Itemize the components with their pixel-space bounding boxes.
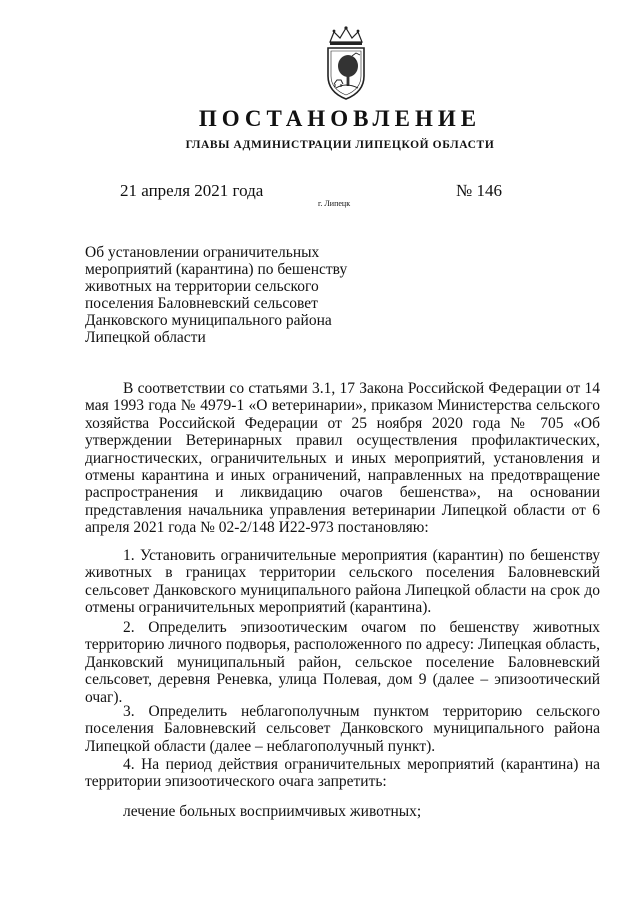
subject-line: мероприятий (карантина) по бешенству: [85, 261, 348, 278]
text-line: мая 1993 года № 4979-1 «О ветеринарии», приказом Министерства сельского: [85, 397, 600, 415]
text-line: территорию личного подворья, расположенного по адресу: Липецкая область,: [85, 636, 600, 654]
document-subject: [85, 244, 347, 346]
text-line: хозяйства Российской Федерации от 25 ноября 2020 года № 705 «Об: [85, 414, 600, 432]
text-line: отмены ограничительных мероприятий (карантина).: [85, 599, 432, 617]
text-line: 2. Определить эпизоотическим очагом по бешенству животных: [123, 619, 600, 636]
document-city: г. Липецк: [318, 199, 351, 208]
subject-line: Данковского муниципального района: [85, 312, 332, 329]
text-line: 3. Определить неблагополучным пунктом территорию сельского: [123, 703, 600, 720]
paragraph-preamble: [85, 380, 600, 537]
paragraph-item-3: [85, 703, 600, 755]
text-line: 1. Установить ограничительные мероприятия (карантин) по бешенству: [123, 547, 600, 564]
text-line: апреля 2021 года № 02-2/148 И22-973 постановляю:: [85, 519, 429, 537]
text-line: сельсовет, деревня Реневка, улица Полевая, дом 9 (далее – эпизоотический: [85, 671, 600, 689]
text-line: отмены карантина и иных ограничений, направленных на предотвращение: [85, 467, 600, 485]
text-line: Данковский муниципальный район, сельское поселение Баловневский: [85, 653, 600, 671]
document-number: № 146: [456, 181, 502, 200]
paragraph-item-2: [85, 619, 600, 706]
text-line: животных в границах территории сельского поселения Баловневский: [85, 564, 600, 582]
subject-line: Липецкой области: [85, 329, 206, 346]
subject-line: Об установлении ограничительных: [85, 244, 320, 261]
text-line: лечение больных восприимчивых животных;: [123, 803, 422, 820]
text-line: диагностических, ограничительных и иных мероприятий, установления и: [85, 449, 600, 467]
text-line: утверждении Ветеринарных правил осуществления профилактических,: [85, 432, 600, 450]
text-line: В соответствии со статьями 3.1, 17 Закона Российской Федерации от 14: [123, 380, 600, 397]
coat-of-arms-icon: [318, 26, 374, 102]
text-line: Липецкой области (далее – неблагополучный пункт).: [85, 737, 436, 755]
paragraph-item-4: [85, 756, 600, 791]
text-line: очаг).: [85, 688, 123, 706]
document-title: ПОСТАНОВЛЕНИЕ: [198, 106, 482, 131]
subject-line: животных на территории сельского: [85, 278, 319, 295]
paragraph-item-4-subitem: [85, 803, 600, 820]
text-line: представления начальника управления ветеринарии Липецкой области от 6: [85, 501, 600, 519]
text-line: территории эпизоотического очага запретить:: [85, 773, 387, 791]
paragraph-item-1: [85, 547, 600, 617]
text-line: распространения и ликвидацию очагов бешенства», на основании: [85, 484, 600, 502]
subject-line: поселения Баловневский сельсовет: [85, 295, 318, 312]
text-line: поселения Баловневский сельсовет Данковского муниципального района: [85, 720, 600, 738]
document-date: 21 апреля 2021 года: [120, 181, 264, 200]
text-line: сельсовет Данковского муниципального района Липецкой области на срок до: [85, 581, 600, 599]
text-line: 4. На период действия ограничительных мероприятий (карантина) на: [123, 756, 600, 773]
document-subtitle: ГЛАВЫ АДМИНИСТРАЦИИ ЛИПЕЦКОЙ ОБЛАСТИ: [185, 139, 495, 151]
